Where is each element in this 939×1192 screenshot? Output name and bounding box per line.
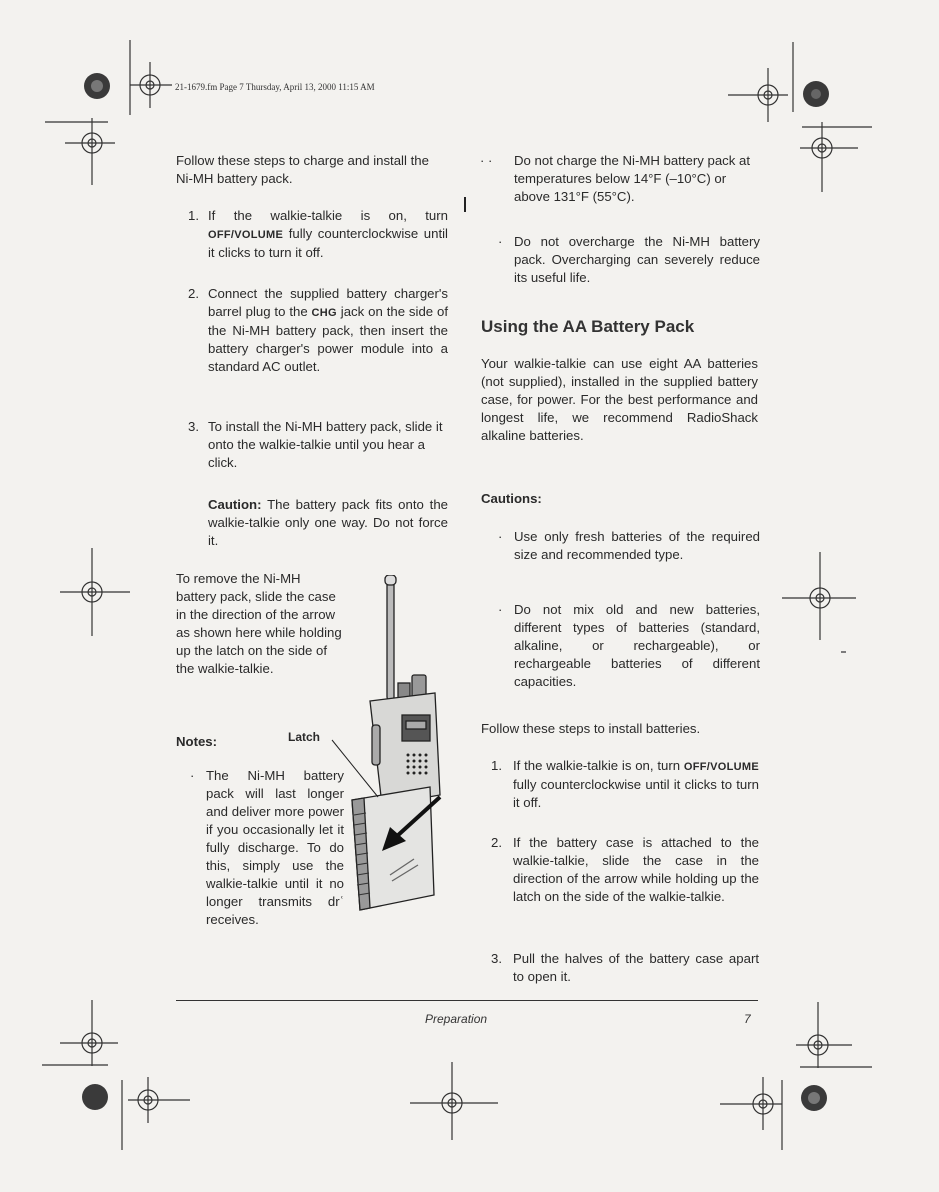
left-step-2 — [188, 285, 448, 376]
section-heading: Using the AA Battery Pack — [481, 317, 695, 336]
bullet-text: Do not overcharge the Ni-MH battery pack. Overcharging can severely reduce its useful life. — [514, 234, 760, 285]
right-step-1 — [491, 757, 759, 812]
step-text-post: fully counterclockwise until it clicks to turn it off. — [208, 226, 448, 260]
step-number: 2. — [188, 286, 199, 301]
left-intro: Follow these steps to charge and install the Ni-MH battery pack. — [176, 153, 429, 186]
left-step-3 — [188, 418, 448, 472]
caution-text: The battery pack fits onto the walkie-talkie only one way. Do not force it. — [208, 497, 448, 548]
install-intro: Follow these steps to install batteries. — [481, 721, 701, 736]
step-number: 2. — [491, 835, 502, 850]
key-off-volume: OFF/VOLUME — [683, 761, 759, 773]
bullet-overcharge — [498, 233, 760, 287]
remove-paragraph: To remove the Ni-MH battery pack, slide the case in the direction of the arrow as shown here while holding up the latch on the side of the walkie-talkie. — [176, 571, 342, 676]
step-text-post: fully counterclockwise until it clicks to turn it off. — [513, 777, 759, 810]
bullet-dot: · — [498, 529, 503, 544]
step-number: 3. — [491, 951, 502, 966]
note-text: The Ni-MH battery pack will last longer and deliver more power if you occasionally let it fully discharge. To do this, simply use the walkie-talkie until it no longer transmits drʿ receives. — [206, 768, 344, 927]
aa-pack-paragraph: Your walkie-talkie can use eight AA batteries (not supplied), installed in the supplied battery case, for power. For the best performance and longest life, we recommend RadioShack alkaline batteries. — [481, 356, 758, 443]
bullet-dot: · — [498, 602, 503, 617]
caution-text: Do not mix old and new batteries, different types of batteries (standard, alkaline, or rechargeable), or rechargeable batteries of different capacities. — [514, 602, 760, 689]
right-step-3 — [491, 950, 759, 986]
bullet-dot: · — [190, 768, 195, 783]
caution-item-1 — [498, 528, 760, 564]
step-text-post: jack on the side of the Ni-MH battery pack, then insert the battery charger's power module into a standard AC outlet. — [208, 304, 448, 374]
cautions-label: Cautions: — [481, 491, 542, 506]
caution-label: Caution: — [208, 497, 262, 512]
step-number: 3. — [188, 419, 199, 434]
right-step-2 — [491, 834, 759, 906]
step-text: To install the Ni-MH battery pack, slide it onto the walkie-talkie until you hear a click. — [208, 419, 443, 470]
caution-paragraph — [208, 496, 448, 550]
caution-item-2 — [498, 601, 760, 691]
caution-text: Use only fresh batteries of the required size and recommended type. — [514, 529, 760, 562]
footer-rule — [176, 1000, 758, 1001]
footer-section: Preparation — [425, 1012, 488, 1026]
step-number: 1. — [188, 208, 199, 223]
bullet-dot: · · — [480, 153, 493, 168]
key-chg: CHG — [311, 307, 337, 319]
page-number: 7 — [744, 1012, 751, 1026]
key-off-volume: OFF/VOLUME — [208, 229, 284, 241]
bullet-charge-temperature — [480, 152, 760, 206]
note-item — [190, 767, 344, 929]
step-text: If the battery case is attached to the walkie-talkie, slide the case in the direction of the arrow while holding up the latch on the side of the walkie-talkie. — [513, 835, 759, 904]
step-text-pre: If the walkie-talkie is on, turn — [513, 758, 684, 773]
step-text-pre: Connect the supplied battery charger's barrel plug to the — [208, 286, 448, 319]
step-number: 1. — [491, 758, 502, 773]
left-step-1 — [188, 207, 448, 262]
step-text: Pull the halves of the battery case apart to open it. — [513, 951, 759, 984]
bullet-text: Do not charge the Ni-MH battery pack at temperatures below 14°F (–10°C) or above 131°F (55°C). — [514, 153, 751, 204]
notes-label: Notes: — [176, 734, 218, 749]
bullet-dot: · — [498, 234, 503, 249]
walkie-talkie-illustration — [330, 575, 460, 915]
print-slug: 21-1679.fm Page 7 Thursday, April 13, 2000 11:15 AM — [175, 82, 375, 92]
latch-label: Latch — [288, 730, 321, 744]
step-text-pre: If the walkie-talkie is on, turn — [208, 208, 448, 223]
